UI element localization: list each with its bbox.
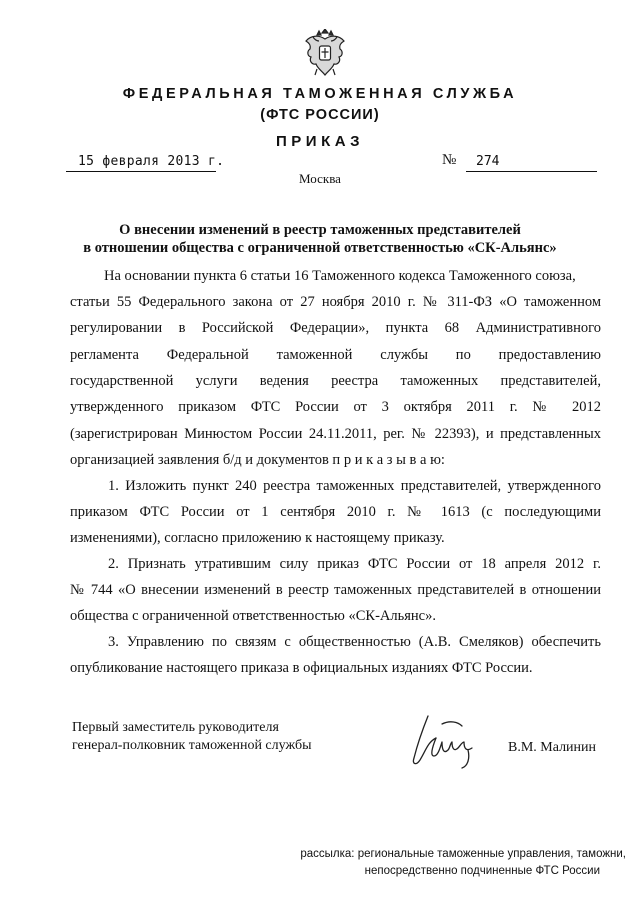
document-type: ПРИКАЗ — [276, 133, 364, 150]
body-line: На основании пункта 6 статьи 16 Таможенного кодекса Таможенного союза, — [104, 268, 576, 284]
order-title-line: в отношении общества с ограниченной ответственностью «СК-Альянс» — [83, 240, 557, 256]
item-1-line: приказом ФТС России от 1 сентября 2010 г. № 1613 (с последующими — [70, 504, 601, 520]
item-3-line: опубликование настоящего приказа в официальных изданиях ФТС России. — [70, 660, 533, 676]
body-line: регулировании в Российской Федерации», пункта 68 Административного — [70, 320, 601, 336]
agency-name: ФЕДЕРАЛЬНАЯ ТАМОЖЕННАЯ СЛУЖБА — [122, 86, 518, 102]
signatory-rank: генерал-полковник таможенной службы — [72, 738, 312, 753]
body-line: утвержденного приказом ФТС России от 3 октября 2011 г. № 2012 — [70, 399, 601, 415]
item-1-line: изменениями), согласно приложению к настоящему приказу. — [70, 530, 445, 546]
city: Москва — [299, 171, 341, 186]
handwritten-signature — [406, 712, 482, 772]
item-1-line: 1. Изложить пункт 240 реестра таможенных представителей, утвержденного — [108, 478, 601, 494]
coat-of-arms-icon — [303, 29, 347, 79]
body-line: государственной услуги ведения реестра таможенных представителей, — [70, 373, 601, 389]
item-3-line: 3. Управлению по связям с общественностью (А.В. Смеляков) обеспечить — [108, 634, 601, 650]
signatory-name: В.М. Малинин — [508, 740, 597, 755]
body-line: статьи 55 Федерального закона от 27 ноября 2010 г. № 311-ФЗ «О таможенном — [70, 294, 601, 310]
order-date: 15 февраля 2013 г. — [78, 154, 225, 169]
body-line: регламента Федеральной таможенной службы по предоставлению — [70, 347, 601, 363]
order-number: 274 — [476, 154, 500, 169]
order-number-label: № — [442, 152, 457, 168]
signatory-position: Первый заместитель руководителя — [72, 720, 279, 735]
body-line: организацией заявления б/д и документов п р и к а з ы в а ю: — [70, 452, 445, 468]
distribution-line: рассылка: региональные таможенные управления, таможни, — [300, 848, 626, 860]
agency-abbreviation: (ФТС РОССИИ) — [260, 107, 380, 123]
item-2-line: 2. Признать утратившим силу приказ ФТС России от 18 апреля 2012 г. — [108, 556, 601, 572]
order-title-line: О внесении изменений в реестр таможенных представителей — [119, 222, 521, 238]
item-2-line: общества с ограниченной ответственностью «СК-Альянс». — [70, 608, 436, 624]
body-line: (зарегистрирован Минюстом России 24.11.2011, рег. № 22393), и представленных — [70, 426, 601, 442]
item-2-line: № 744 «О внесении изменений в реестр таможенных представителей в отношении — [70, 582, 601, 598]
distribution-line: непосредственно подчиненные ФТС России — [364, 865, 600, 877]
